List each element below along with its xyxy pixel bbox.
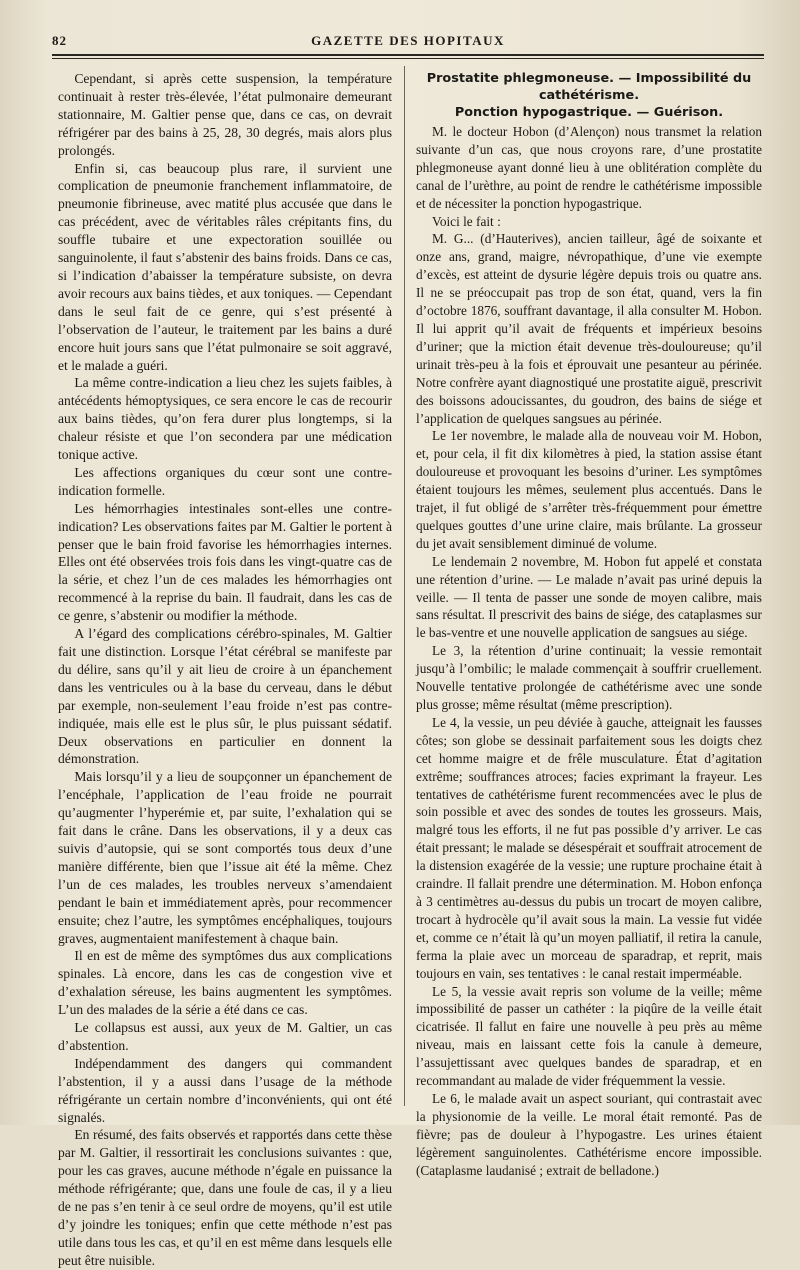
paragraph: Le 3, la rétention d’urine continuait; la vessie remontait jusqu’à l’ombilic; le malade commençait à souffrir cruellement. Nouvelle tentative prolongée de cathétérisme avec une sonde plus grosse; même résultat (même prescription).	[416, 643, 762, 712]
article-title-line: Prostatite phlegmoneuse. — Impossibilité du cathétérisme.	[426, 71, 752, 103]
paragraph: Cependant, si après cette suspension, la température continuait à rester très-élevée, l’état pulmonaire demeurant stationnaire, M. Galtier pense que, dans ce cas, on devrait réfrigérer par des bains à 25, 28, 30 degrés, mais alors plus prolongés.	[58, 71, 392, 158]
header-rule-thin	[52, 58, 764, 59]
column-divider	[404, 66, 405, 1106]
left-column	[58, 70, 392, 1270]
paragraph: Le 6, le malade avait un aspect souriant, qui contrastait avec la physionomie de la veille. Le moral était remonté. Pas de fièvre; pas de douleur à l’hypogastre. Les urines étaient légèrement sanguinolentes. Cathétérisme encore impossible. (Cataplasme laudanisé ; extrait de belladone.)	[416, 1090, 762, 1178]
paragraph: Le 5, la vessie avait repris son volume de la veille; même impossibilité de passer un cathéter : la piqûre de la veille était cicatrisée. Il fallut en faire une nouvelle à peu près au même niveau, mais en laissant cette fois la canule à demeure, l’assujettissant avec quelques bandes de sparadrap, et en recommandant au malade de vider fréquemment la vessie.	[416, 983, 762, 1089]
article-title	[416, 70, 762, 121]
paragraph: Le 4, la vessie, un peu déviée à gauche, atteignait les fausses côtes; son globe se dessinait parfaitement sous les doigts chez cet homme maigre et de frêle musculature. État d’agitation extrême; souffrances atroces; facies exprimant la frayeur. Les tentatives de cathétérisme furent recommencées avec le plus de soin possible et avec des sondes de toutes les grosseurs. Mais, malgré tous les efforts, il ne fut pas possible d’y arriver. Le cas était pressant; le malade se désespérait et souffrait atrocement de la distension exagérée de la vessie; une rupture prochaine était à craindre. Il fallait prendre une détermination. M. Hobon enfonça à 3 centimètres au-dessus du pubis un trocart de moyen calibre, trocart à hydrocèle qu’il avait sous la main. La vessie fut vidée et, comme ce n’était là qu’un moyen palliatif, il retira la canule, ferma la plaie avec un morceau de sparadrap, et reprit, mais toujours en vain, ses tentatives : le canal restait imperméable.	[416, 714, 762, 981]
page-number: 82	[52, 33, 67, 48]
running-head	[52, 30, 764, 52]
header-rule-thick	[52, 54, 764, 56]
paragraph: M. le docteur Hobon (d’Alençon) nous transmet la relation suivante d’un cas, que nous croyons rare, d’une prostatite phlegmoneuse ayant donné lieu à une oblitération complète du canal de l’urèthre, au point de rendre le cathétérisme impossible et de nécessiter la ponction hypogastrique.	[416, 124, 762, 211]
paragraph: Indépendamment des dangers qui commandent l’abstention, il y a aussi dans l’usage de la méthode réfrigérante un certain nombre d’inconvénients, qui ont été signalés.	[58, 1055, 392, 1125]
paragraph: Les hémorrhagies intestinales sont-elles une contre-indication? Les observations faites par M. Galtier le portent à penser que le bain froid favorise les hémorrhagies internes. Elles ont été observées trois fois dans les vingt-quatre cas de la série, et chez l’un de ces malades les hémorrhagies ont recommencé à la reprise du bain. Il faudrait, dans les cas de ce genre, s’abstenir ou modifier la méthode.	[58, 500, 392, 624]
paragraph: M. G... (d’Hauterives), ancien tailleur, âgé de soixante et onze ans, grand, maigre, névropathique, d’une vie exempte d’excès, est atteint de dysurie légère depuis trois ou quatre ans. Il ne se préoccupait pas trop de son état, quand, vers la fin d’octobre 1876, souffrant davantage, il alla consulter M. Hobon. Il lui apprit qu’il avait de fréquents et impérieux besoins d’uriner; que la miction était devenue très-douloureuse; qu’il urinait très-peu à la fois et éprouvait une pesanteur au périnée. Notre confrère ayant diagnostiqué une prostatite aiguë, prescrivit des boissons adoucissantes, du goudron, des bains de siége et l’application de quelques sangsues au périnée.	[416, 231, 762, 426]
paragraph: Les affections organiques du cœur sont une contre-indication formelle.	[58, 464, 392, 498]
article-title-line: Ponction hypogastrique. — Guérison.	[454, 105, 724, 120]
paragraph: Voici le fait :	[431, 213, 501, 229]
paragraph: Enfin si, cas beaucoup plus rare, il survient une complication de pneumonie franchement inflammatoire, de pneumonie fibrineuse, avec matité plus accusée que dans le cas précédent, avec de véritables râles crépitants fins, du souffle tubaire et une expectoration souillée ou sanguinolente, il faut s’abstenir des bains froids. Dans ce cas, si l’indication d’abaisser la température subsiste, on devra avoir recours aux bains tièdes, et aux toniques. — Cependant dans le seul fait de ce genre, qui s’est présenté à l’observation de l’auteur, le traitement par les bains a duré encore huit jours sans que l’état pulmonaire se soit aggravé, et le malade a guéri.	[58, 160, 392, 373]
paragraph: A l’égard des complications cérébro-spinales, M. Galtier fait une distinction. Lorsque l’état cérébral se manifeste par du délire, sans qu’il y ait lieu de croire à un épanchement dans les ventricules ou à la base du cerveau, dans le début par exemple, non-seulement l’eau froide n’est pas contre-indiquée, mais elle est le plus sûr, le plus puissant sédatif. Deux observations en particulier en donnent la démonstration.	[58, 626, 392, 767]
paragraph: La même contre-indication a lieu chez les sujets faibles, à antécédents hémoptysiques, ce sera encore le cas de recourir aux bains tièdes, qu’on fera durer plus longtemps, si la chaleur résiste et que l’on secondera par une médication tonique active.	[58, 375, 392, 463]
paragraph: Le collapsus est aussi, aux yeux de M. Galtier, un cas d’abstention.	[58, 1020, 392, 1053]
right-column	[416, 70, 762, 1179]
paragraph: En résumé, des faits observés et rapportés dans cette thèse par M. Galtier, il ressortirait les conclusions suivantes : que, pour les cas graves, aucune méthode n’égale en puissance la méthode réfrigérante; que, dans une foule de cas, il y a lieu de ne pas s’en tenir à ce seul ordre de moyens, qu’il est utile d’y joindre les toniques; enfin que cette méthode n’est pas utile dans tous les cas, et qu’il en est même dans lesquels elle peut être nuisible.	[58, 1127, 392, 1268]
paragraph: Il en est de même des symptômes dus aux complications spinales. Là encore, dans les cas de congestion vive et d’exhalation séreuse, les bains augmentent les symptômes. L’un des malades de la série a été dans ce cas.	[58, 948, 392, 1018]
journal-title: GAZETTE DES HOPITAUX	[311, 33, 505, 48]
paragraph: Le lendemain 2 novembre, M. Hobon fut appelé et constata une rétention d’urine. — Le malade n’avait pas uriné depuis la veille. — Il tenta de passer une sonde de moyen calibre, mais sans résultat. Il prescrivit des bains de siége, des cataplasmes sur le bas-ventre et une nouvelle application de sangsues au siége.	[416, 553, 762, 641]
paragraph: Le 1er novembre, le malade alla de nouveau voir M. Hobon, et, pour cela, il fit dix kilomètres à pied, la station assise étant douloureuse et provoquant les besoins d’uriner. Les symptômes étaient toujours les mêmes, seulement plus accentués. Dans le trajet, il fut obligé de s’arrêter très-fréquemment pour émettre quelques gouttes d’une urine claire, mais brûlante. La grosseur du jet avait sensiblement diminué de volume.	[416, 428, 762, 551]
paragraph: Mais lorsqu’il y a lieu de soupçonner un épanchement de l’encéphale, l’application de l’eau froide ne pourrait qu’augmenter l’hyperémie et, par suite, l’exhalation qui se fait dans le crâne. Dans les observations, il y a deux cas suivis d’autopsie, qui se sont comportés tous deux d’une manière différente, bien que l’issue ait été la même. Chez l’un de ces malades, les troubles nerveux s’amendaient pendant le bain et immédiatement après, pour recommencer ensuite; chez l’autre, les symptômes encéphaliques, toujours graves, augmentaient manifestement à chaque bain.	[58, 769, 392, 946]
